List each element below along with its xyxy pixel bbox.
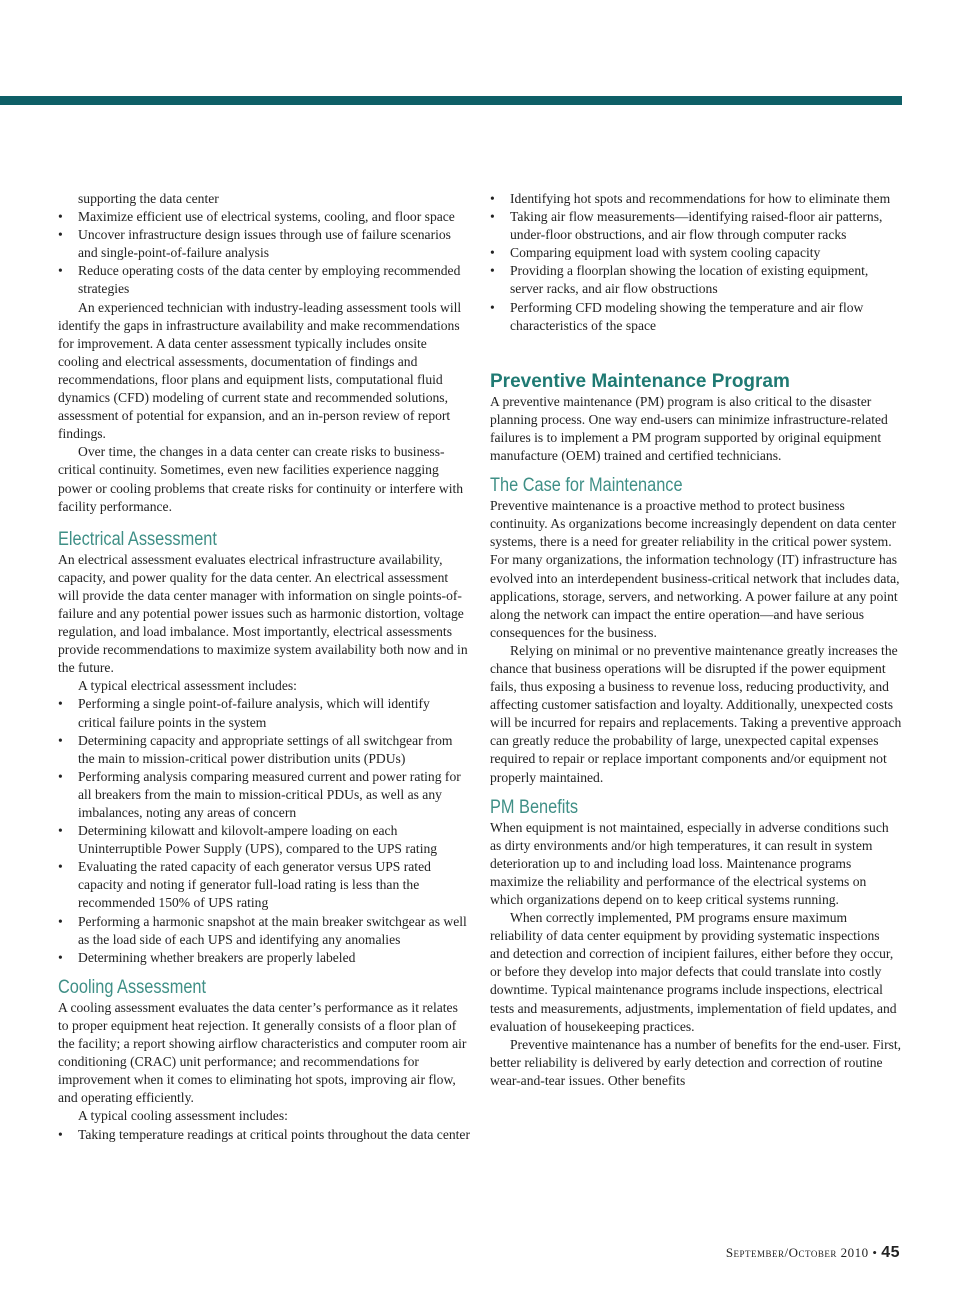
body-paragraph: Relying on minimal or no preventive maintenance greatly increases the chance that business operations will be disrupted if the power equipment fails, thus exposing a business to revenue loss, reducing productivity, and affecting customer satisfaction and loyalty. Additionally, unexpected costs will be incurred for repairs and replacements. Taking a preventive approach can greatly reduce the probability of large, unexpected capital expenses required to repair or replace important components and/or equipment not properly maintained. — [490, 642, 902, 785]
list-item: • Taking temperature readings at critical points throughout the data center — [58, 1126, 470, 1144]
body-paragraph: Over time, the changes in a data center can create risks to business-critical continuity. Sometimes, even new facilities experience nagging power or cooling problems that create risks for continuity or interfere with facility performance. — [58, 444, 464, 514]
list-item: • Maximize efficient use of electrical systems, cooling, and floor space — [58, 208, 470, 226]
header-rule — [0, 96, 902, 105]
list-item: • Performing a harmonic snapshot at the main breaker switchgear as well as the load side of each UPS and identifying any anomalies — [58, 913, 470, 949]
electrical-list — [58, 695, 470, 966]
body-paragraph: An electrical assessment evaluates electrical infrastructure availability, capacity, and power quality for the data center. An electrical assessment will provide the data center manager with information on single points-of-failure and any potential power issues such as harmonic distortion, voltage regulation, and load imbalance. Most importantly, electrical assessments provide recommendations to maximize system availability both now and in the future. — [58, 551, 468, 676]
list-item: • Providing a floorplan showing the location of existing equipment, server racks, and air flow obstructions — [490, 262, 902, 298]
section-heading-electrical: Electrical Assessment — [58, 528, 217, 550]
list-intro: A typical cooling assessment includes: — [78, 1108, 288, 1124]
section-heading-benefits: PM Benefits — [490, 796, 579, 818]
section-heading-pm-program: Preventive Maintenance Program — [490, 370, 790, 392]
continuation-text: supporting the data center — [78, 191, 219, 206]
list-item: • Identifying hot spots and recommendations for how to eliminate them — [490, 190, 902, 208]
body-paragraph: When correctly implemented, PM programs ensure maximum reliability of data center equipment by providing systematic inspections and detection and correction of incipient failures, either before they occur, or before they develop into major defects that could translate into costly downtime. Typical maintenance programs include inspections, electrical tests and measurements, adjustments, implementation of field updates, and evaluation of housekeeping practices. — [490, 910, 897, 1034]
list-item: • Performing analysis comparing measured current and power rating for all breakers from the main to mission-critical PDUs, as well as any imbalances, noting any areas of concern — [58, 768, 470, 822]
list-item: • Performing a single point-of-failure analysis, which will identify critical failure points in the system — [58, 695, 470, 731]
list-item: • Uncover infrastructure design issues through use of failure scenarios and single-point-of-failure analysis — [58, 226, 470, 262]
cooling-list — [58, 1126, 470, 1144]
left-column — [58, 190, 470, 1144]
issue-date: September/October 2010 — [725, 1245, 869, 1260]
body-paragraph: Preventive maintenance is a proactive method to protect business continuity. As organizations become increasingly dependent on data center systems, there is a need for greater reliability in the critical power system. For many organizations, the information technology (IT) infrastructure has evolved into an interdependent business-critical network that includes data, applications, storage, servers, and networking. A power failure at any point along the network can impact the entire operation—and have serious consequences for the business. — [490, 498, 900, 640]
body-paragraph: An experienced technician with industry-leading assessment tools will identify the gaps in infrastructure availability and make recommendations for improvement. A data center assessment typically includes onsite cooling and electrical assessments, documentation of findings and recommendations, floor plans and equipment lists, computational fluid dynamics (CFD) modeling of current state and recommended solutions, assessment of potential for expansion, and an in-person review of report findings. — [58, 299, 462, 442]
list-item: • Comparing equipment load with system cooling capacity — [490, 244, 902, 262]
section-heading-cooling: Cooling Assessment — [58, 976, 207, 998]
goals-list — [58, 208, 470, 298]
body-paragraph: Preventive maintenance has a number of benefits for the end-user. First, better reliability is delivered by early detection and correction of routine wear-and-tear issues. Other benefits — [490, 1036, 902, 1088]
list-item: • Determining capacity and appropriate settings of all switchgear from the main to mission-critical power distribution units (PDUs) — [58, 732, 470, 768]
section-heading-case: The Case for Maintenance — [490, 475, 683, 497]
page-footer — [726, 1244, 900, 1262]
body-paragraph: When equipment is not maintained, especially in adverse conditions such as dirty environments and/or high temperatures, it can result in system deterioration up to and including load loss. Maintenance programs maximize the reliability and performance of the electrical systems on which organizations depend on to keep critical systems running. — [490, 819, 889, 907]
page-number: 45 — [881, 1244, 900, 1261]
list-item: • Performing CFD modeling showing the temperature and air flow characteristics of the space — [490, 299, 902, 335]
list-item: • Determining kilowatt and kilovolt-ampere loading on each Uninterruptible Power Supply (UPS), compared to the UPS rating — [58, 822, 470, 858]
list-intro: A typical electrical assessment includes: — [78, 678, 297, 694]
list-item: • Reduce operating costs of the data center by employing recommended strategies — [58, 262, 470, 298]
footer-separator: • — [872, 1245, 878, 1260]
list-item: • Taking air flow measurements—identifying raised-floor air patterns, under-floor obstructions, and air flow through computer racks — [490, 208, 902, 244]
cooling-list-continued — [490, 190, 902, 335]
body-paragraph: A preventive maintenance (PM) program is also critical to the disaster planning process. One way end-users can minimize infrastructure-related failures is to implement a PM program supported by original equipment manufacture (OEM) trained and certified technicians. — [490, 393, 888, 464]
list-item: • Determining whether breakers are properly labeled — [58, 949, 470, 967]
right-column — [490, 190, 902, 1090]
body-paragraph: A cooling assessment evaluates the data center’s performance as it relates to proper equipment heat rejection. It generally consists of a floor plan of the facility; a report showing airflow characteristics and computer room air conditioning (CRAC) unit performance; and recommendations for improvement when it comes to eliminating hot spots, improving air flow, and operating efficiently. — [58, 999, 467, 1106]
list-item: • Evaluating the rated capacity of each generator versus UPS rated capacity and noting if generator full-load rating is less than the recommended 150% of UPS rating — [58, 858, 470, 912]
